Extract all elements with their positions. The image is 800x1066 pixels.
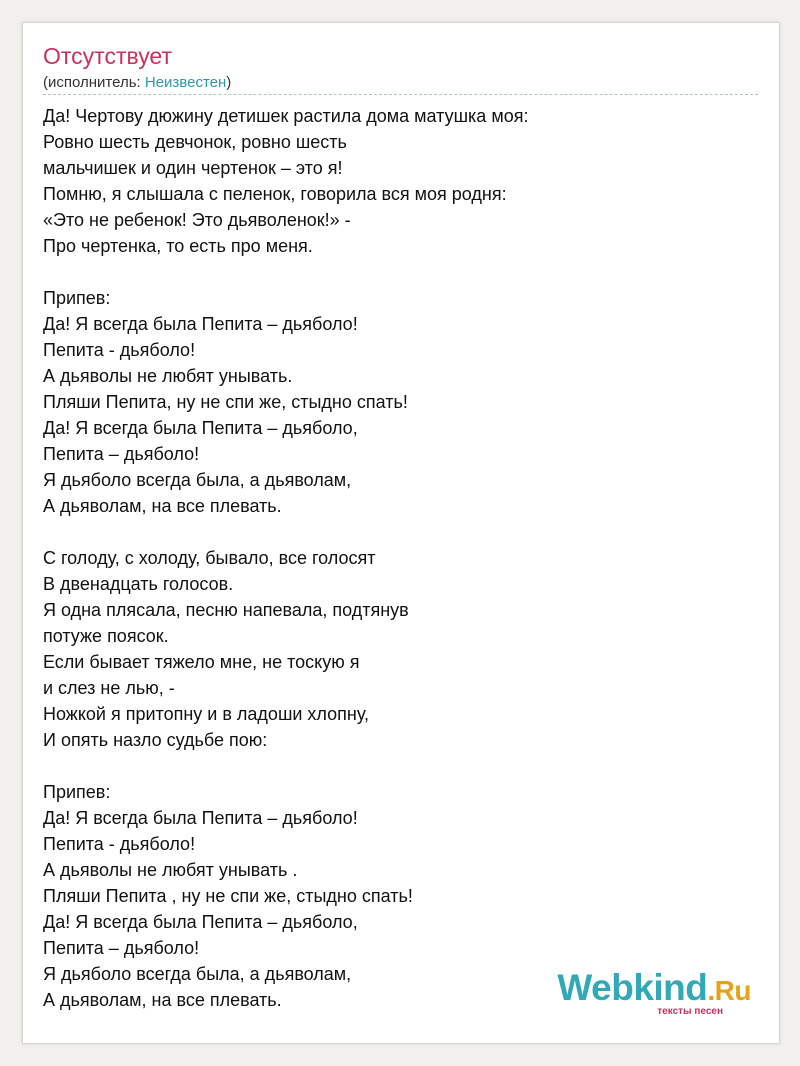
- lyric-line: А дьяволам, на все плевать.: [43, 496, 282, 516]
- artist-line: [43, 74, 231, 91]
- lyric-line: Помню, я слышала с пеленок, говорила вся моя родня:: [43, 184, 507, 204]
- lyric-line: и слез не лью, -: [43, 678, 175, 698]
- artist-prefix: (исполнитель:: [43, 74, 145, 91]
- lyric-line: Ровно шесть девчонок, ровно шесть: [43, 132, 347, 152]
- lyric-line: А дьяволы не любят унывать.: [43, 366, 293, 386]
- artist-suffix: ): [226, 74, 232, 91]
- artist-link[interactable]: Неизвестен: [144, 74, 227, 91]
- lyrics-text: [43, 103, 758, 1013]
- lyric-line: И опять назло судьбе пою:: [43, 730, 268, 750]
- lyric-line: Припев:: [43, 782, 111, 802]
- lyric-line: «Это не ребенок! Это дьяволенок!» -: [43, 210, 351, 230]
- logo-wordmark: [557, 969, 751, 1009]
- logo-main-text: Webkind: [557, 967, 708, 1008]
- lyric-line: В двенадцать голосов.: [43, 574, 234, 594]
- lyric-line: Припев:: [43, 288, 111, 308]
- lyric-line: Пепита - дьяболо!: [43, 834, 196, 854]
- lyric-line: Да! Я всегда была Пепита – дьяболо!: [43, 314, 358, 334]
- lyrics-card: [22, 22, 780, 1044]
- lyric-line: мальчишек и один чертенок – это я!: [43, 158, 343, 178]
- lyric-line: Пляши Пепита, ну не спи же, стыдно спать!: [43, 392, 408, 412]
- lyric-line: Да! Я всегда была Пепита – дьяболо,: [43, 912, 358, 932]
- lyric-line: Пляши Пепита , ну не спи же, стыдно спать!: [43, 886, 413, 906]
- stanza-break: [43, 753, 758, 779]
- lyric-line: Да! Я всегда была Пепита – дьяболо!: [43, 808, 358, 828]
- logo-suffix-text: .Ru: [707, 975, 751, 1006]
- lyric-line: Я дьяболо всегда была, а дьяволам,: [43, 470, 352, 490]
- lyric-line: Ножкой я притопну и в ладоши хлопну,: [43, 704, 370, 724]
- lyric-line: Я одна плясала, песню напевала, подтянув: [43, 600, 409, 620]
- lyric-line: Пепита – дьяболо!: [43, 938, 200, 958]
- lyric-line: потуже поясок.: [43, 626, 169, 646]
- lyric-line: Пепита – дьяболо!: [43, 444, 200, 464]
- lyric-line: Если бывает тяжело мне, не тоскую я: [43, 652, 360, 672]
- song-title: Отсутствует: [43, 43, 172, 69]
- dashed-divider: [43, 94, 758, 95]
- stanza-break: [43, 519, 758, 545]
- lyric-line: А дьяволы не любят унывать .: [43, 860, 298, 880]
- logo-subtitle: тексты песен: [657, 1006, 723, 1017]
- lyric-line: Про чертенка, то есть про меня.: [43, 236, 313, 256]
- webkind-logo[interactable]: [557, 969, 751, 1017]
- lyric-line: А дьяволам, на все плевать.: [43, 990, 282, 1010]
- lyric-line: Пепита - дьяболо!: [43, 340, 196, 360]
- lyric-line: Да! Я всегда была Пепита – дьяболо,: [43, 418, 358, 438]
- lyric-line: Я дьяболо всегда была, а дьяволам,: [43, 964, 352, 984]
- lyric-line: Да! Чертову дюжину детишек растила дома матушка моя:: [43, 106, 529, 126]
- lyric-line: С голоду, с холоду, бывало, все голосят: [43, 548, 376, 568]
- stanza-break: [43, 259, 758, 285]
